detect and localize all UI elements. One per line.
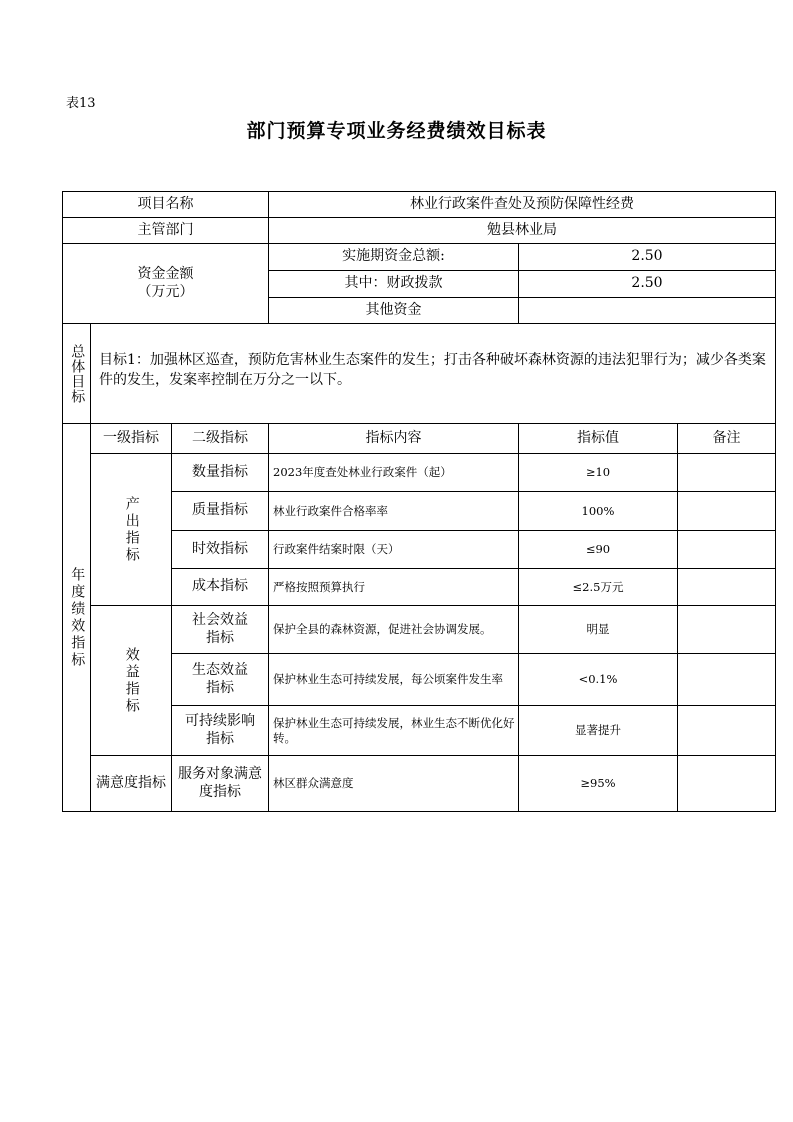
- overall-goal-text: 目标1：加强林区巡查，预防危害林业生态案件的发生；打击各种破坏森林资源的违法犯罪行为；减少各类案件的发生，发案率控制在万分之一以下。: [91, 324, 776, 424]
- satisfaction-value: ≥95%: [519, 756, 678, 812]
- project-name-value: 林业行政案件查处及预防保障性经费: [269, 192, 776, 218]
- output-value: ≤2.5万元: [519, 569, 678, 606]
- output-note: [678, 569, 776, 606]
- funds-fiscal-value: 2.50: [519, 271, 776, 298]
- benefit-level2: [172, 606, 269, 654]
- benefit-value: <0.1%: [519, 654, 678, 706]
- benefit-note: [678, 706, 776, 756]
- benefit-content: 保护林业生态可持续发展，林业生态不断优化好转。: [269, 706, 519, 756]
- benefit-content: 保护全县的森林资源，促进社会协调发展。: [269, 606, 519, 654]
- funds-label-line2: （万元）: [137, 283, 194, 300]
- benefit-level2-text: 生态效益指标: [192, 662, 248, 696]
- benefit-level2-text: 社会效益指标: [192, 612, 248, 646]
- annual-indicators-label: 年度绩效指标: [63, 424, 91, 812]
- output-note: [678, 492, 776, 531]
- output-note: [678, 531, 776, 569]
- output-value: ≥10: [519, 454, 678, 492]
- satisfaction-level2: [172, 756, 269, 812]
- benefit-indicators-label: 效益指标: [91, 606, 172, 756]
- header-note: 备注: [678, 424, 776, 454]
- overall-goal-label: 总体目标: [63, 324, 91, 424]
- benefit-level2: [172, 654, 269, 706]
- funds-total-value: 2.50: [519, 244, 776, 271]
- benefit-level2: [172, 706, 269, 756]
- output-level2: 时效指标: [172, 531, 269, 569]
- benefit-value: 明显: [519, 606, 678, 654]
- output-level2: 数量指标: [172, 454, 269, 492]
- output-content: 行政案件结案时限（天）: [269, 531, 519, 569]
- funds-other-value: [519, 298, 776, 324]
- output-value: 100%: [519, 492, 678, 531]
- department-label: 主管部门: [63, 218, 269, 244]
- output-content: 严格按照预算执行: [269, 569, 519, 606]
- benefit-value: 显著提升: [519, 706, 678, 756]
- satisfaction-note: [678, 756, 776, 812]
- performance-table: [62, 191, 776, 812]
- funds-label-line1: 资金金额: [137, 266, 194, 282]
- benefit-level2-text: 可持续影响指标: [185, 713, 255, 747]
- table-number: 表13: [66, 96, 96, 111]
- satisfaction-content: 林区群众满意度: [269, 756, 519, 812]
- output-indicators-label: 产出指标: [91, 454, 172, 606]
- benefit-note: [678, 606, 776, 654]
- satisfaction-indicators-text: 满意度指标: [96, 774, 166, 791]
- project-name-label: 项目名称: [63, 192, 269, 218]
- funds-label: [63, 244, 269, 324]
- satisfaction-indicators-label: [91, 756, 172, 812]
- benefit-content: 保护林业生态可持续发展，每公顷案件发生率: [269, 654, 519, 706]
- header-level2: 二级指标: [172, 424, 269, 454]
- output-content: 林业行政案件合格率率: [269, 492, 519, 531]
- output-note: [678, 454, 776, 492]
- output-content: 2023年度查处林业行政案件（起）: [269, 454, 519, 492]
- funds-other-label: 其他资金: [269, 298, 519, 324]
- header-level1: 一级指标: [91, 424, 172, 454]
- satisfaction-level2-text: 服务对象满意度指标: [178, 766, 262, 800]
- page-title: 部门预算专项业务经费绩效目标表: [246, 120, 547, 142]
- output-value: ≤90: [519, 531, 678, 569]
- department-value: 勉县林业局: [269, 218, 776, 244]
- output-level2: 成本指标: [172, 569, 269, 606]
- funds-total-label: 实施期资金总额:: [269, 244, 519, 271]
- header-content: 指标内容: [269, 424, 519, 454]
- header-value: 指标值: [519, 424, 678, 454]
- output-level2: 质量指标: [172, 492, 269, 531]
- benefit-note: [678, 654, 776, 706]
- funds-fiscal-label: 其中：财政拨款: [269, 271, 519, 298]
